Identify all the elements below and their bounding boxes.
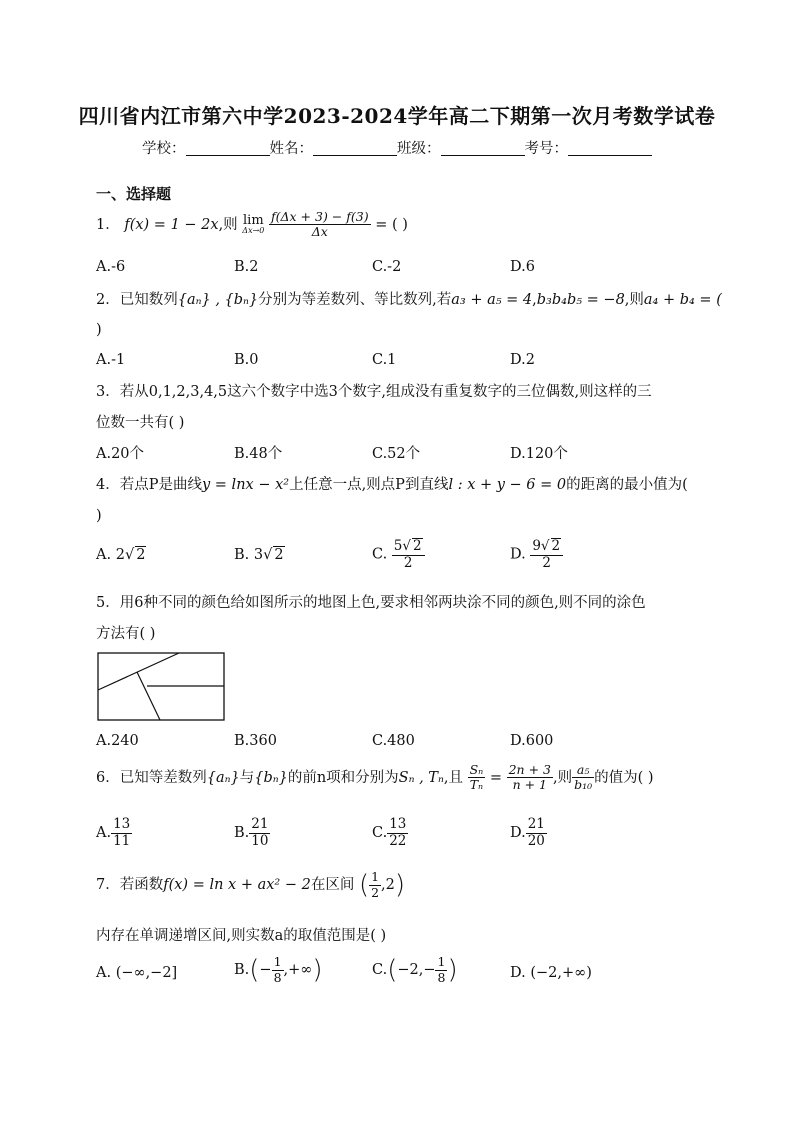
q6-option-d[interactable] bbox=[510, 817, 547, 849]
right-paren-icon: ) bbox=[447, 955, 458, 985]
radical-fraction bbox=[530, 538, 563, 571]
question-7-continued: 内存在单调递增区间,则实数a的取值范围是( ) bbox=[96, 928, 387, 944]
question-text: ,且 bbox=[443, 769, 463, 786]
option-fraction bbox=[387, 817, 408, 849]
question-4 bbox=[96, 473, 688, 494]
question-6 bbox=[96, 763, 654, 793]
fraction-numerator: 1 bbox=[437, 954, 446, 970]
question-2-continued: ) bbox=[96, 322, 102, 338]
left-paren-icon: ( bbox=[387, 955, 398, 985]
question-text: 已知数列 bbox=[119, 292, 178, 308]
q5-option-d[interactable]: D.600 bbox=[510, 733, 554, 749]
q5-option-b[interactable]: B.360 bbox=[234, 733, 277, 749]
option-fraction bbox=[249, 817, 270, 849]
fraction-denominator: 11 bbox=[113, 832, 131, 849]
interval-left: −2,− bbox=[397, 962, 436, 978]
option-label: D. bbox=[510, 825, 526, 842]
fraction-denominator: Δx bbox=[311, 224, 328, 240]
fraction-numerator: 21 bbox=[527, 816, 545, 832]
section-heading: 一、选择题 bbox=[96, 185, 172, 203]
fraction-numerator: 2n + 3 bbox=[508, 762, 551, 777]
equals-sign: = bbox=[489, 769, 502, 786]
radicand: 2 bbox=[413, 538, 422, 554]
question-1 bbox=[96, 210, 408, 240]
q5-option-c[interactable]: C.480 bbox=[372, 733, 415, 749]
lim-text: lim bbox=[243, 213, 264, 229]
q1-option-c[interactable]: C.-2 bbox=[372, 259, 402, 275]
interval-right: ,+∞ bbox=[283, 962, 313, 978]
sqrt-icon: √ bbox=[124, 547, 135, 563]
class-blank[interactable] bbox=[441, 140, 525, 156]
line-equation: l : x + y − 6 = 0 bbox=[448, 477, 567, 493]
interval-fraction bbox=[369, 870, 381, 900]
school-blank[interactable] bbox=[186, 140, 270, 156]
function-expression: f(x) = 1 − 2x bbox=[124, 216, 219, 233]
question-2 bbox=[96, 288, 722, 309]
class-label: 班级： bbox=[397, 141, 441, 157]
name-label: 姓名： bbox=[269, 141, 313, 157]
left-paren-icon: ( bbox=[249, 955, 260, 985]
map-region-divider bbox=[98, 653, 179, 690]
q3-option-c[interactable]: C.52个 bbox=[372, 446, 421, 462]
exam-title: 四川省内江市第六中学2023-2024学年高二下期第一次月考数学试卷 bbox=[78, 104, 716, 128]
q7-option-c[interactable] bbox=[372, 955, 458, 985]
question-number: 2． bbox=[96, 292, 120, 308]
option-fraction bbox=[272, 955, 284, 985]
limit-operator bbox=[242, 214, 264, 235]
fraction-denominator: 2 bbox=[371, 884, 380, 900]
right-paren-icon: ) bbox=[312, 955, 323, 985]
ask-expression: a₄ + b₄ = ( bbox=[643, 292, 722, 308]
fraction-denominator: b₁₀ bbox=[574, 777, 593, 793]
option-label: C. bbox=[372, 962, 388, 978]
question-text: 在区间 bbox=[310, 877, 355, 893]
left-paren-icon: ( bbox=[358, 870, 370, 900]
q4-option-a[interactable] bbox=[96, 546, 146, 563]
q4-option-d[interactable] bbox=[510, 538, 563, 571]
interval-right: ,2 bbox=[381, 877, 395, 893]
fraction-denominator: 8 bbox=[273, 969, 282, 985]
difference-quotient bbox=[269, 210, 371, 240]
q2-option-c[interactable]: C.1 bbox=[372, 352, 397, 368]
q4-option-c[interactable] bbox=[372, 538, 425, 571]
option-fraction bbox=[435, 955, 447, 985]
map-figure bbox=[97, 652, 225, 722]
option-label: B. bbox=[234, 962, 250, 978]
fraction-denominator: 2 bbox=[403, 554, 413, 571]
radical-fraction bbox=[392, 538, 425, 571]
question-text: 与 bbox=[239, 769, 255, 786]
question-text: 的前n项和分别为 bbox=[287, 769, 399, 786]
radical-coefficient: 9 bbox=[532, 538, 541, 554]
q7-option-d[interactable]: D. (−2,+∞) bbox=[510, 965, 592, 981]
name-blank[interactable] bbox=[313, 140, 397, 156]
question-tail: = ( ) bbox=[375, 216, 408, 233]
question-text: ,则 bbox=[552, 769, 573, 786]
number-label: 考号： bbox=[524, 141, 568, 157]
question-3-continued: 位数一共有( ) bbox=[96, 415, 185, 431]
question-4-continued: ) bbox=[96, 508, 102, 524]
radical-coefficient: 5 bbox=[393, 538, 403, 554]
ratio-fraction bbox=[507, 763, 553, 793]
ratio-fraction bbox=[572, 763, 594, 793]
q3-option-a[interactable]: A.20个 bbox=[96, 446, 145, 462]
question-5 bbox=[96, 591, 646, 612]
fraction-numerator: a₅ bbox=[572, 763, 594, 778]
sequence-notation: {bₙ} bbox=[254, 769, 288, 786]
fraction-numerator: 13 bbox=[113, 816, 131, 832]
fraction-numerator: 1 bbox=[273, 954, 282, 970]
function-expression: f(x) = ln x + ax² − 2 bbox=[163, 877, 311, 893]
q2-option-b[interactable]: B.0 bbox=[234, 352, 259, 368]
fraction-denominator: 22 bbox=[389, 832, 407, 849]
q1-option-a[interactable]: A.-6 bbox=[96, 259, 126, 275]
fraction-denominator: 8 bbox=[437, 969, 446, 985]
sequence-notation: {aₙ} bbox=[206, 769, 240, 786]
question-text: 上任意一点,则点P到直线 bbox=[289, 477, 449, 493]
question-text: 分别为等差数列、等比数列,若 bbox=[258, 292, 452, 308]
school-label: 学校： bbox=[142, 141, 186, 157]
comma: , bbox=[532, 292, 537, 308]
fraction-denominator: 2 bbox=[542, 554, 552, 571]
fraction-denominator: Tₙ bbox=[469, 777, 484, 793]
fraction-numerator bbox=[392, 538, 425, 556]
radicand: 2 bbox=[551, 538, 561, 554]
option-label: A. bbox=[96, 547, 112, 563]
q3-option-b[interactable]: B.48个 bbox=[234, 446, 283, 462]
q6-option-a[interactable] bbox=[96, 817, 132, 849]
q5-option-a[interactable]: A.240 bbox=[96, 733, 139, 749]
radicand: 2 bbox=[136, 547, 146, 563]
q1-option-d[interactable]: D.6 bbox=[510, 259, 535, 275]
option-label: D. bbox=[510, 546, 526, 563]
question-number: 7． bbox=[96, 877, 120, 893]
condition-expression: b₃b₄b₅ = −8 bbox=[536, 292, 625, 308]
fraction-denominator: 20 bbox=[527, 832, 545, 849]
radical-coefficient: 2 bbox=[115, 547, 125, 563]
fraction-numerator: f(Δx + 3) − f(3) bbox=[271, 209, 369, 224]
option-label: C. bbox=[372, 546, 388, 563]
option-fraction bbox=[111, 817, 132, 849]
question-text: ,则 bbox=[624, 292, 644, 308]
question-7 bbox=[96, 870, 405, 900]
q2-option-a[interactable]: A.-1 bbox=[96, 352, 126, 368]
sum-notation: Sₙ , Tₙ bbox=[398, 769, 444, 786]
fraction-numerator: Sₙ bbox=[469, 762, 484, 777]
question-text: 用6种不同的颜色给如图所示的地图上色,要求相邻两块涂不同的颜色,则不同的涂色 bbox=[119, 595, 646, 611]
sqrt-icon: √ bbox=[402, 538, 411, 554]
option-fraction bbox=[526, 817, 547, 849]
sequence-notation: {aₙ} , {bₙ} bbox=[177, 292, 259, 308]
q6-option-b[interactable] bbox=[234, 817, 270, 849]
student-info-line bbox=[0, 137, 794, 158]
sqrt-icon: √ bbox=[263, 547, 273, 563]
option-label: B. bbox=[234, 547, 250, 563]
radical-coefficient: 3 bbox=[253, 547, 264, 563]
question-5-continued: 方法有( ) bbox=[96, 626, 156, 642]
fraction-denominator: 10 bbox=[251, 832, 269, 849]
question-text: 的值为( ) bbox=[594, 769, 654, 786]
right-paren-icon: ) bbox=[394, 870, 406, 900]
curve-equation: y = lnx − x² bbox=[202, 477, 290, 493]
option-label: C. bbox=[372, 825, 388, 842]
sqrt-icon: √ bbox=[540, 538, 550, 554]
question-number: 5． bbox=[96, 595, 120, 611]
q2-option-d[interactable]: D.2 bbox=[510, 352, 535, 368]
question-number: 1． bbox=[96, 216, 120, 233]
map-region-divider bbox=[137, 672, 160, 720]
connector-text: ,则 bbox=[218, 216, 238, 233]
lim-subscript: Δx→0 bbox=[242, 226, 265, 236]
question-text: 的距离的最小值为( bbox=[566, 477, 688, 493]
ratio-fraction bbox=[468, 763, 486, 793]
radicand: 2 bbox=[274, 547, 284, 563]
option-label: A. bbox=[96, 825, 112, 842]
condition-expression: a₃ + a₅ = 4 bbox=[451, 292, 533, 308]
question-text: 若点P是曲线 bbox=[119, 477, 202, 493]
q6-option-c[interactable] bbox=[372, 817, 408, 849]
question-number: 6． bbox=[96, 769, 120, 786]
q4-option-b[interactable] bbox=[234, 546, 285, 563]
question-3 bbox=[96, 380, 652, 401]
question-number: 4． bbox=[96, 477, 120, 493]
fraction-numerator: 1 bbox=[371, 869, 380, 885]
number-blank[interactable] bbox=[568, 140, 652, 156]
fraction-denominator: n + 1 bbox=[512, 777, 547, 793]
q7-option-b[interactable]: B.(− $\frac{1}{8}$ ,+∞) bbox=[234, 954, 323, 985]
question-text: 若函数 bbox=[119, 877, 164, 893]
q3-option-d[interactable]: D.120个 bbox=[510, 446, 568, 462]
question-text: 若从0,1,2,3,4,5这六个数字中选3个数字,组成没有重复数字的三位偶数,则这样的三 bbox=[119, 384, 652, 400]
option-label: B. bbox=[234, 825, 250, 842]
q7-option-a[interactable]: A. (−∞,−2] bbox=[96, 965, 178, 981]
fraction-numerator bbox=[530, 538, 563, 556]
fraction-numerator: 13 bbox=[389, 816, 407, 832]
q1-option-b[interactable]: B.2 bbox=[234, 259, 259, 275]
question-text: 已知等差数列 bbox=[119, 769, 207, 786]
fraction-numerator: 21 bbox=[251, 816, 269, 832]
question-number: 3． bbox=[96, 384, 120, 400]
